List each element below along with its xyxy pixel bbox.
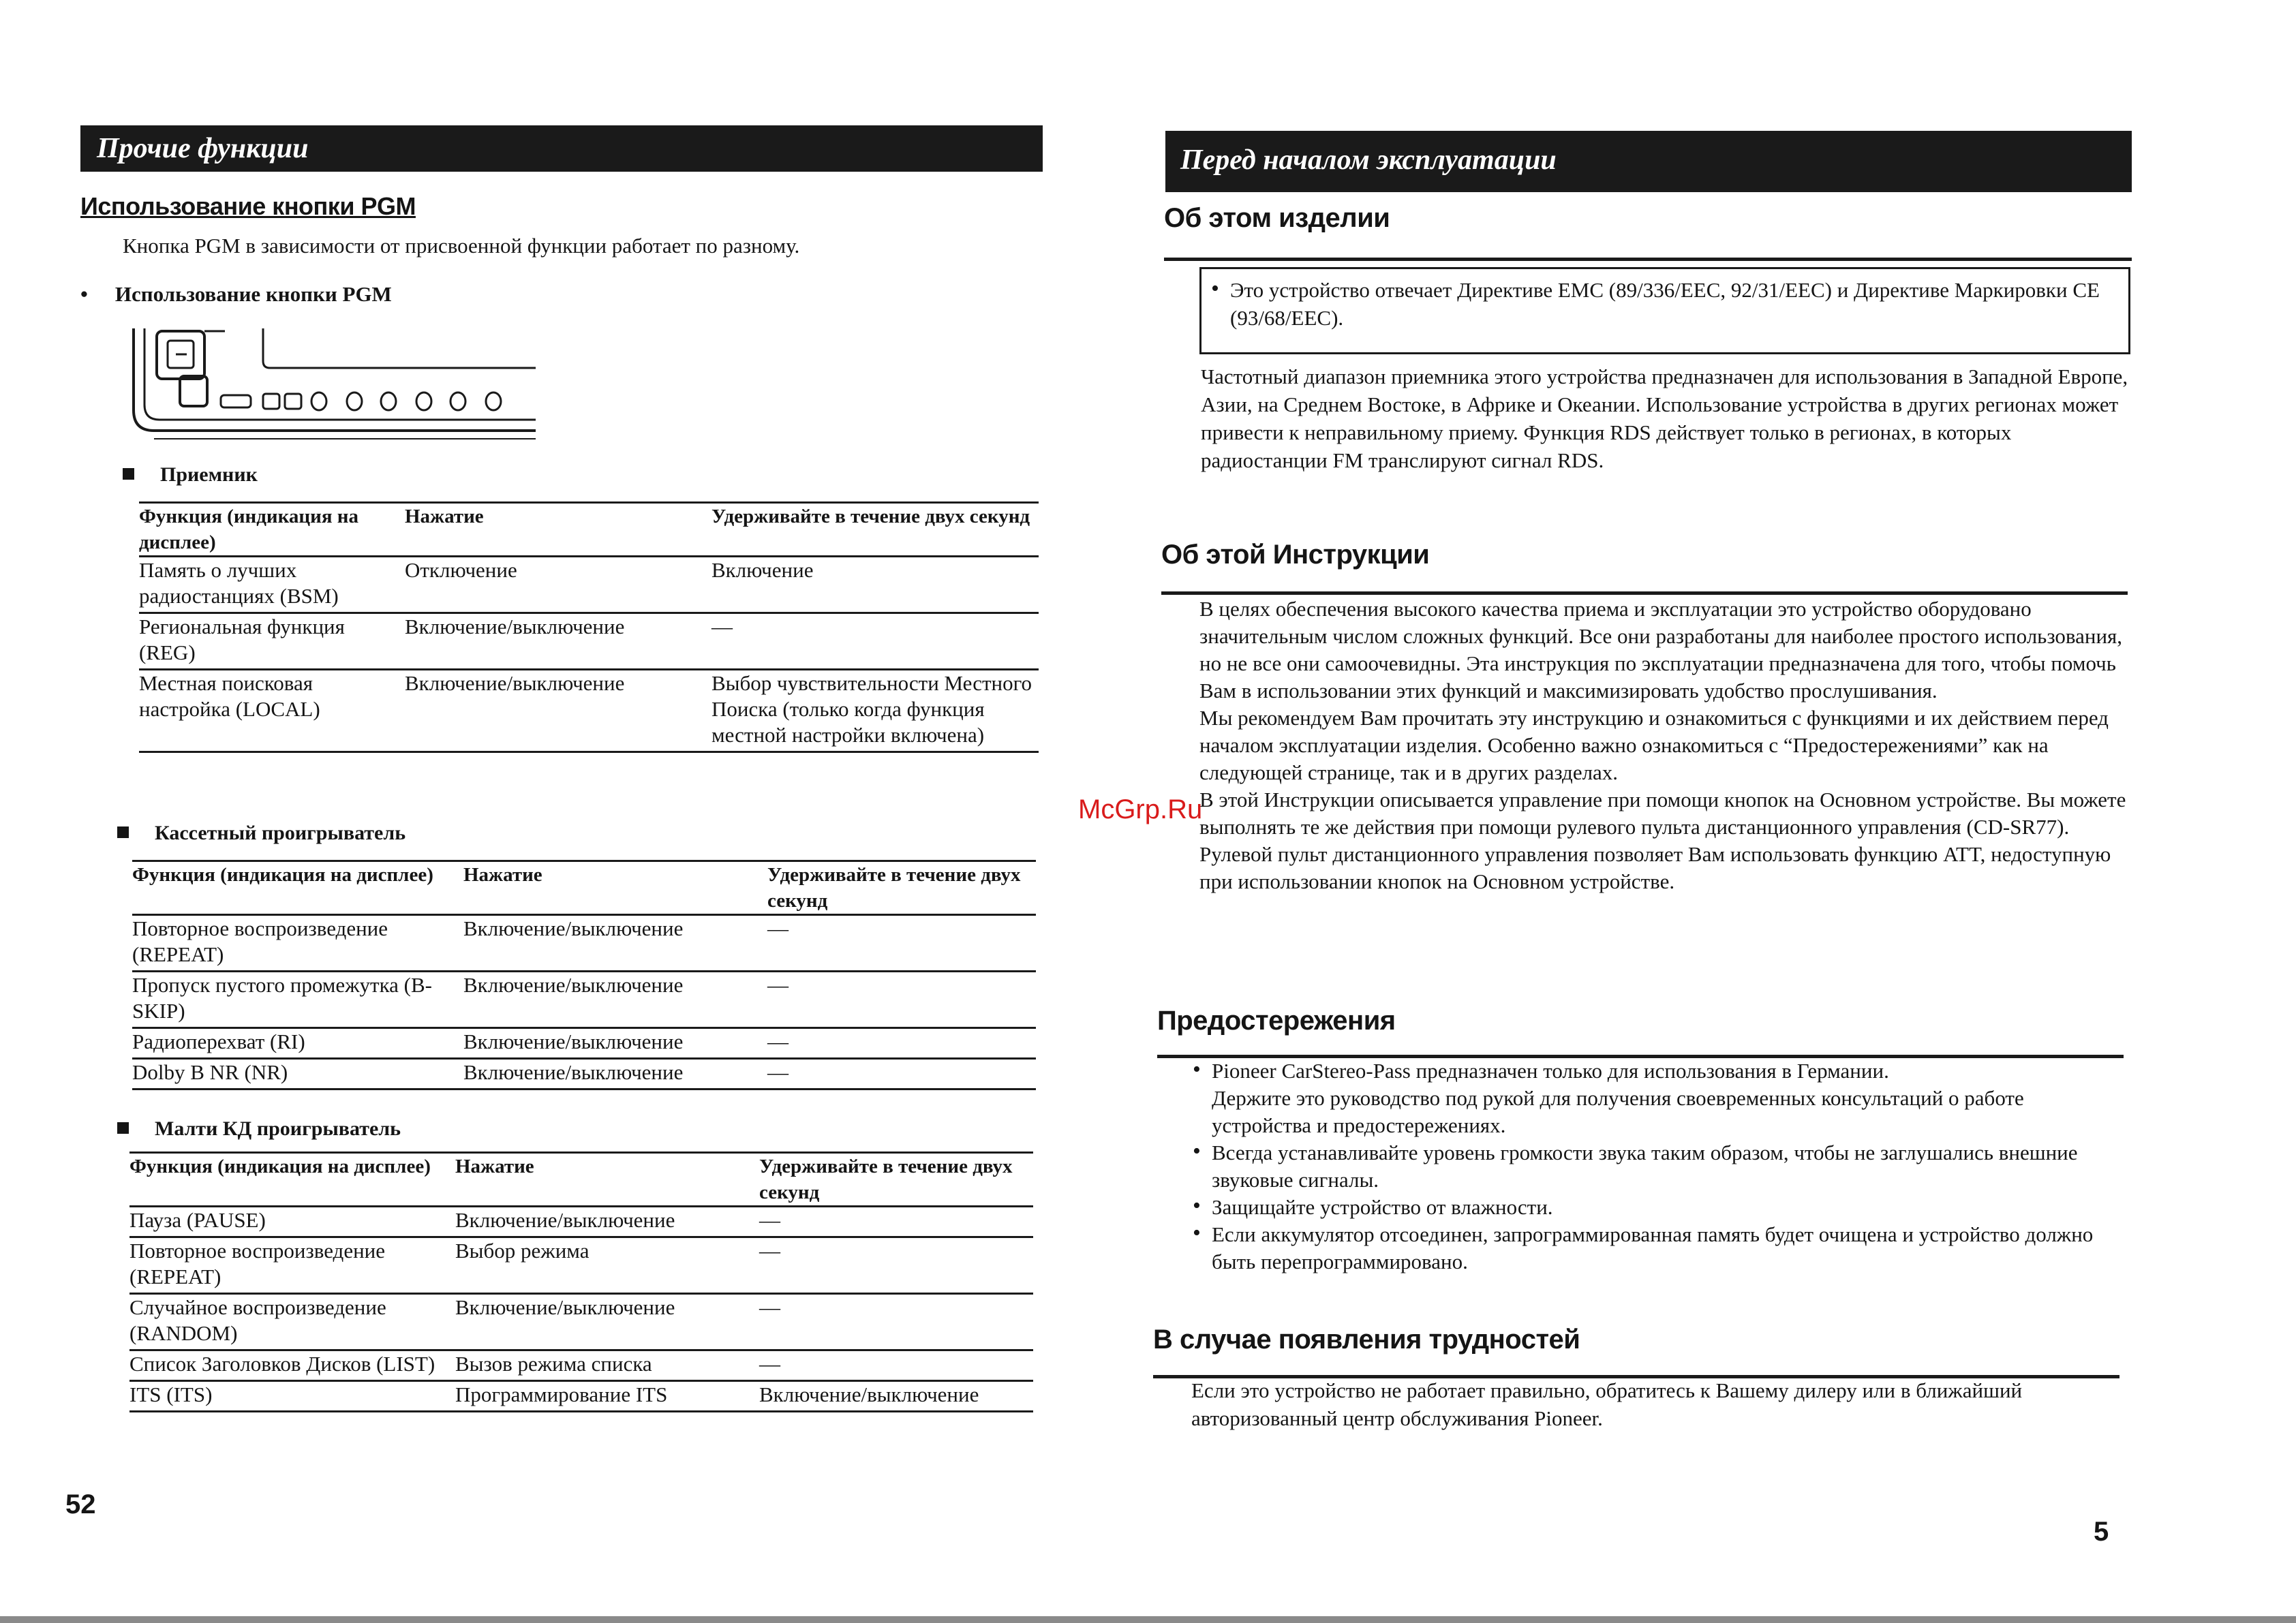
table-cell: Региональная функция (REG): [139, 613, 405, 670]
table-cell: Случайное воспроизведение (RANDOM): [129, 1294, 455, 1350]
s2-paragraph-2: Мы рекомендуем Вам прочитать эту инструкцию и ознакомиться с функциями и их действием перед началом эксплуатации изделия. Особенно важно ознакомиться с “Предостережениями” как на следующей странице, так и в других разделах.: [1199, 706, 2109, 784]
head-unit-panel-illustration: [129, 328, 538, 444]
col-header-function: Функция (индикация на дисплее): [132, 861, 463, 915]
table-cell: Включение/выключение: [759, 1381, 1033, 1412]
table-cell: Dolby B NR (NR): [132, 1059, 463, 1089]
table-row: [139, 613, 1039, 670]
multicd-table-title: Малти КД проигрыватель: [117, 1117, 401, 1141]
col-header-hold: Удерживайте в течение двух секунд: [767, 861, 1036, 915]
table-cell: Включение/выключение: [463, 1028, 767, 1059]
table-cell: Включение/выключение: [463, 915, 767, 972]
table-cell: Включение/выключение: [405, 613, 711, 670]
table-cell: Включение/выключение: [455, 1207, 759, 1237]
table-cell: Выбор чувствительности Местного Поиска (только когда функция местной настройки включена): [711, 670, 1039, 752]
table-cell: Включение/выключение: [463, 972, 767, 1028]
col-header-function: Функция (индикация на дисплее): [139, 503, 405, 557]
table-row: [129, 1237, 1033, 1294]
col-header-press: Нажатие: [455, 1153, 759, 1207]
s1-title: Об этом изделии: [1164, 203, 1390, 233]
left-header-title: Прочие функции: [97, 133, 309, 164]
table-cell: —: [759, 1207, 1033, 1237]
right-page-number: 5: [2094, 1517, 2109, 1547]
table-row: [129, 1350, 1033, 1381]
right-header-title: Перед началом эксплуатации: [1180, 144, 1557, 176]
table-cell: —: [767, 972, 1036, 1028]
s1-compliance-box: [1199, 267, 2130, 354]
list-item: • Если аккумулятор отсоединен, запрограммированная память будет очищена и устройство должно быть перепрограммировано.: [1193, 1221, 2124, 1276]
table-cell: ITS (ITS): [129, 1381, 455, 1412]
s1-rule: [1164, 258, 2132, 261]
table-cell: Включение/выключение: [455, 1294, 759, 1350]
list-item: • Pioneer CarStereo-Pass предназначен только для использования в Германии.: [1193, 1057, 2124, 1085]
table-cell: Память о лучших радиостанциях (BSM): [139, 557, 405, 613]
left-header-bar: [80, 125, 1043, 172]
cassette-table: [132, 860, 1036, 1090]
col-header-hold: Удерживайте в течение двух секунд: [759, 1153, 1033, 1207]
table-cell: Повторное воспроизведение (REPEAT): [129, 1237, 455, 1294]
list-item: Держите это руководство под рукой для получения своевременных консультаций о работе устройства и предостережениях.: [1212, 1086, 2024, 1137]
table-row: [132, 1028, 1036, 1059]
table-cell: Местная поисковая настройка (LOCAL): [139, 670, 405, 752]
table-row: [129, 1381, 1033, 1412]
table-cell: Радиоперехват (RI): [132, 1028, 463, 1059]
multicd-table: [129, 1151, 1033, 1412]
table-cell: Вызов режима списка: [455, 1350, 759, 1381]
scan-bottom-edge: [0, 1616, 2296, 1623]
table-row: [132, 1059, 1036, 1089]
right-header-bar: [1165, 131, 2132, 192]
table-cell: —: [767, 915, 1036, 972]
s1-box-text: • Это устройство отвечает Директиве EMC (89/336/EEC, 92/31/EEC) и Директиве Маркировки CE (93/68/EEC).: [1211, 276, 2111, 332]
table-cell: —: [759, 1294, 1033, 1350]
s2-paragraphs: [1199, 596, 2128, 895]
table-row: [132, 915, 1036, 972]
s2-rule: [1161, 591, 2128, 595]
s2-paragraph-3: В этой Инструкции описывается управление при помощи кнопок на Основном устройстве. Вы можете выполнять те же действия при помощи рулевого пульта дистанционного управления (CD-SR77). Рулевой пульт дистанционного управления позволяет Вам использовать функцию ATT, недоступную при использовании кнопок на Основном устройстве.: [1199, 788, 2126, 893]
table-cell: Повторное воспроизведение (REPEAT): [132, 915, 463, 972]
list-item: • Защищайте устройство от влажности.: [1193, 1194, 2124, 1221]
table-cell: —: [767, 1028, 1036, 1059]
watermark: McGrp.Ru: [1078, 794, 1203, 824]
table-cell: Пропуск пустого промежутка (B-SKIP): [132, 972, 463, 1028]
table-row: [139, 557, 1039, 613]
col-header-function: Функция (индикация на дисплее): [129, 1153, 455, 1207]
pgm-intro: Кнопка PGM в зависимости от присвоенной функции работает по разному.: [123, 234, 800, 258]
table-cell: —: [767, 1059, 1036, 1089]
list-item: • Всегда устанавливайте уровень громкости звука таким образом, чтобы не заглушались внешние звуковые сигналы.: [1193, 1139, 2124, 1194]
table-cell: Выбор режима: [455, 1237, 759, 1294]
receiver-table: [139, 501, 1039, 753]
table-cell: —: [759, 1350, 1033, 1381]
table-header-row: [129, 1153, 1033, 1207]
table-row: [139, 670, 1039, 752]
table-cell: Программирование ITS: [455, 1381, 759, 1412]
left-page-number: 52: [65, 1489, 96, 1519]
table-cell: Отключение: [405, 557, 711, 613]
s4-paragraph: Если это устройство не работает правильно, обратитесь к Вашему дилеру или в ближайший авторизованный центр обслуживания Pioneer.: [1191, 1378, 2023, 1430]
table-cell: —: [711, 613, 1039, 670]
table-row: [129, 1207, 1033, 1237]
receiver-table-title: Приемник: [123, 463, 258, 486]
s3-bullet-list: [1193, 1057, 2124, 1276]
table-cell: Включение/выключение: [463, 1059, 767, 1089]
s2-title: Об этой Инструкции: [1161, 540, 1430, 570]
table-row: [132, 972, 1036, 1028]
table-cell: Включение/выключение: [405, 670, 711, 752]
table-cell: Пауза (PAUSE): [129, 1207, 455, 1237]
pgm-bullet-heading: • Использование кнопки PGM: [80, 282, 392, 306]
s3-title: Предостережения: [1157, 1006, 1396, 1036]
table-cell: Включение: [711, 557, 1039, 613]
pgm-section-title: Использование кнопки PGM: [80, 192, 416, 220]
table-header-row: [132, 861, 1036, 915]
table-cell: Список Заголовков Дисков (LIST): [129, 1350, 455, 1381]
s1-paragraph: Частотный диапазон приемника этого устройства предназначен для использования в Западной Европе, Азии, на Среднем Востоке, в Африке и Океании. Использование устройства в других регионах может привести к неправильному приему. Функция RDS действует только в регионах, в которых радиостанции FM транслируют сигнал RDS.: [1201, 365, 2128, 472]
s4-title: В случае появления трудностей: [1153, 1325, 1580, 1355]
col-header-press: Нажатие: [463, 861, 767, 915]
col-header-press: Нажатие: [405, 503, 711, 557]
table-cell: —: [759, 1237, 1033, 1294]
table-header-row: [139, 503, 1039, 557]
s2-paragraph-1: В целях обеспечения высокого качества приема и эксплуатации это устройство оборудовано значительным числом сложных функций. Все они разработаны для наиболее простого использования, но не все они самоочевидны. Эта инструкция по эксплуатации предназначена для того, чтобы помочь Вам в использовании этих функций и максимизировать удобство прослушивания.: [1199, 597, 2123, 702]
cassette-table-title: Кассетный проигрыватель: [117, 822, 405, 845]
table-row: [129, 1294, 1033, 1350]
col-header-hold: Удерживайте в течение двух секунд: [711, 503, 1039, 557]
